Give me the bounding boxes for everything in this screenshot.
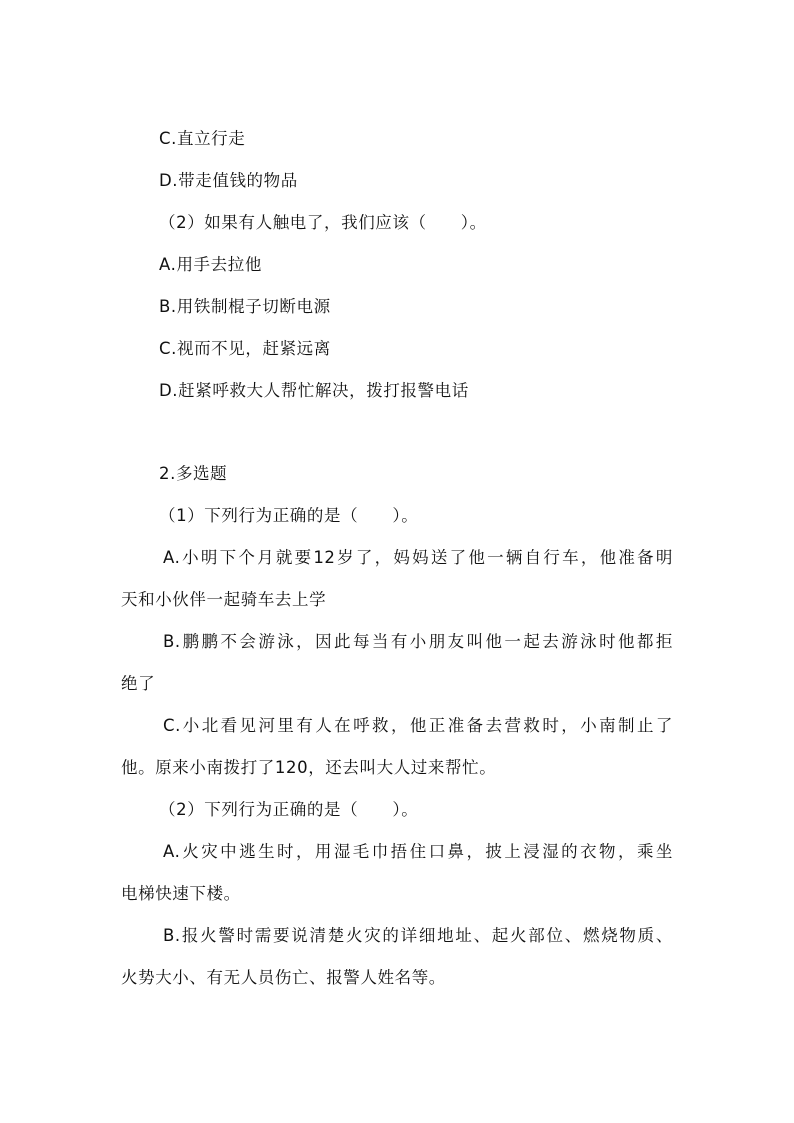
q2-sub1-question: （1）下列行为正确的是（ ）。 xyxy=(159,506,419,525)
q2-sub1-option-a-line2: 天和小伙伴一起骑车去上学 xyxy=(121,590,327,609)
q2-sub2-option-b-line1: B.报火警时需要说清楚火灾的详细地址、起火部位、燃烧物质、 xyxy=(163,926,673,945)
q2-sub1-option-a-line1: A.小明下个月就要12岁了，妈妈送了他一辆自行车，他准备明 xyxy=(163,548,673,567)
q1-sub2-option-d: D.赶紧呼救大人帮忙解决，拨打报警电话 xyxy=(159,381,469,400)
q2-sub1-option-c-line2: 他。原来小南拨打了120，还去叫大人过来帮忙。 xyxy=(121,758,497,777)
q2-sub2-option-a-line1: A.火灾中逃生时，用湿毛巾捂住口鼻，披上浸湿的衣物，乘坐 xyxy=(163,842,673,861)
q2-sub1-option-c-line1: C.小北看见河里有人在呼救，他正准备去营救时，小南制止了 xyxy=(163,716,673,735)
q2-sub2-question: （2）下列行为正确的是（ ）。 xyxy=(159,800,419,819)
q1-sub2-option-c: C.视而不见，赶紧远离 xyxy=(159,339,331,358)
q2-sub1-option-b-line1: B.鹏鹏不会游泳，因此每当有小朋友叫他一起去游泳时他都拒 xyxy=(163,632,673,651)
q2-sub2-option-b-line2: 火势大小、有无人员伤亡、报警人姓名等。 xyxy=(121,968,446,987)
q2-sub1-option-b-line2: 绝了 xyxy=(121,674,156,693)
q1-sub2-option-b: B.用铁制棍子切断电源 xyxy=(159,297,331,316)
q2-heading: 2.多选题 xyxy=(159,464,228,483)
q1-sub1-option-c: C.直立行走 xyxy=(159,129,246,148)
q1-sub2-option-a: A.用手去拉他 xyxy=(159,255,262,274)
q2-sub2-option-a-line2: 电梯快速下楼。 xyxy=(121,884,241,903)
q1-sub2-question: （2）如果有人触电了，我们应该（ ）。 xyxy=(159,213,487,232)
q1-sub1-option-d: D.带走值钱的物品 xyxy=(159,171,298,190)
